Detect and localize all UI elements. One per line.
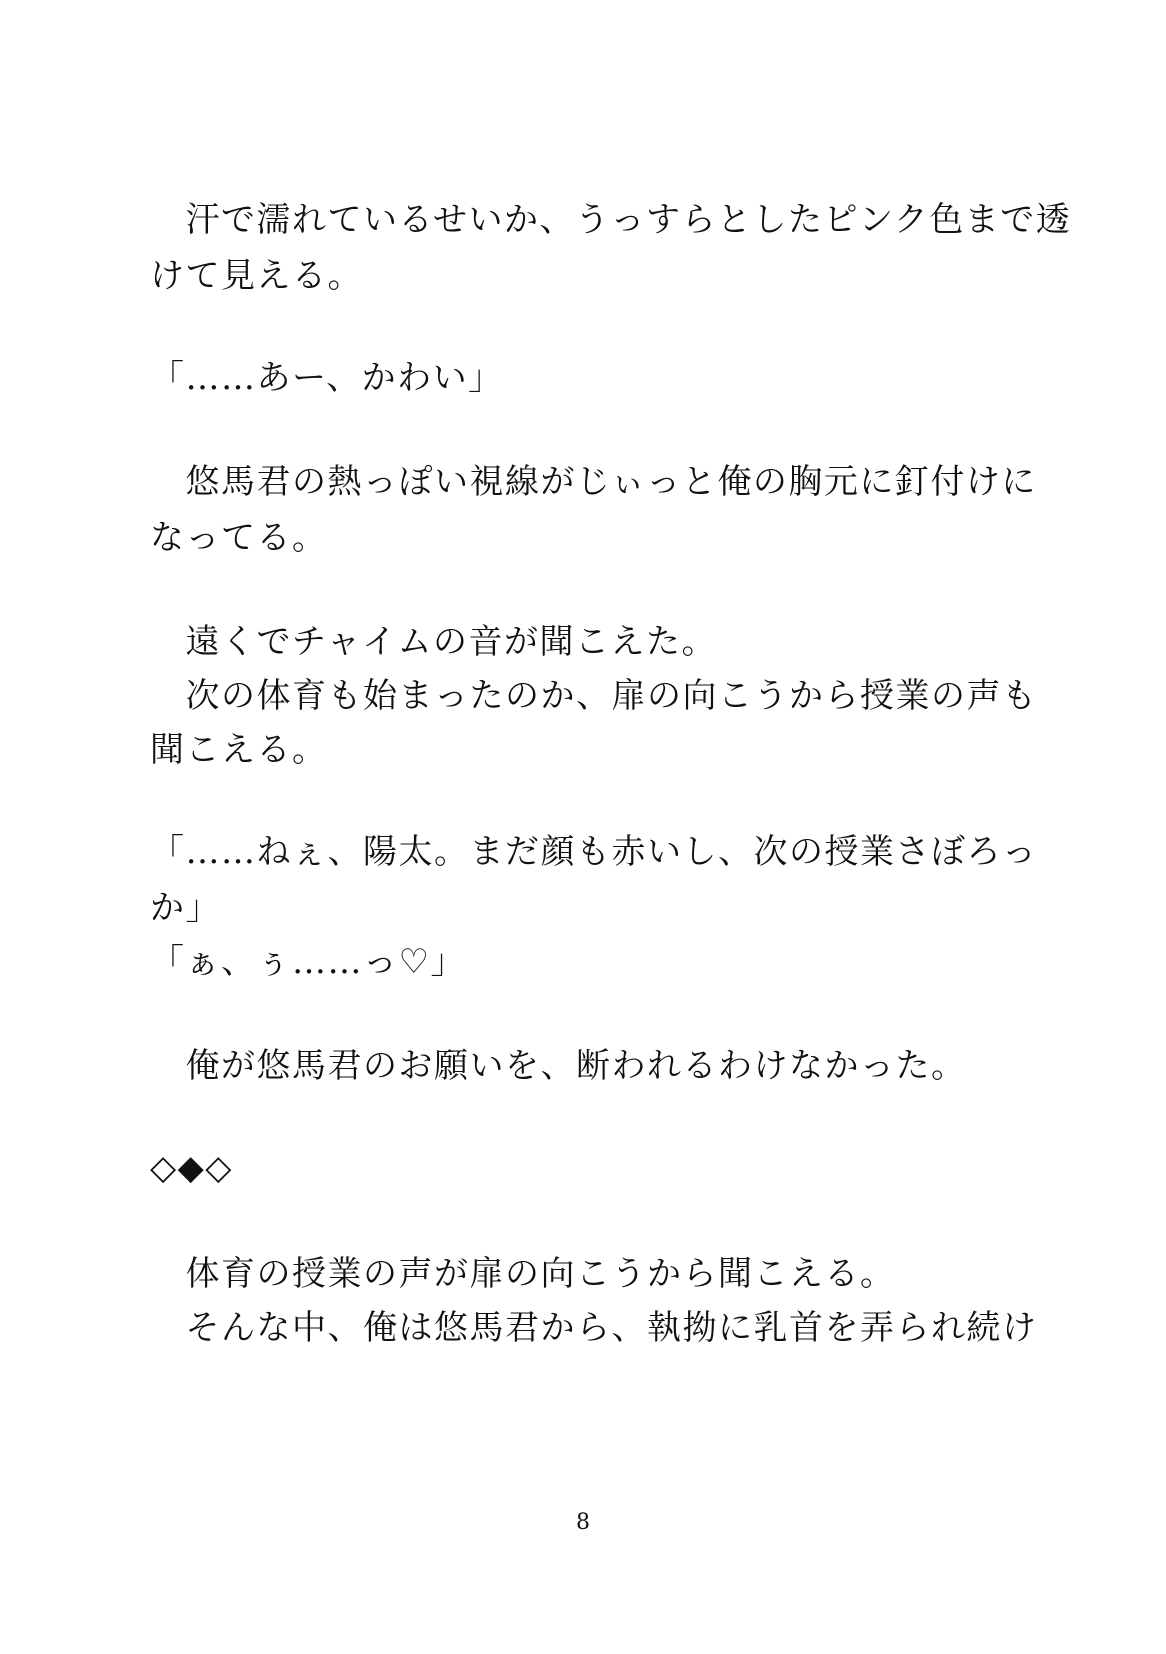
text-line: 俺が悠馬君のお願いを、断われるわけなかった。 (150, 1046, 967, 1086)
text-line: 次の体育も始まったのか、扉の向こうから授業の声も (150, 676, 1038, 716)
dialogue-line: 「……あー、かわい」 (150, 358, 504, 398)
text-line: 汗で濡れているせいか、うっすらとしたピンク色まで透 (150, 200, 1072, 240)
text-line: 悠馬君の熱っぽい視線がじぃっと俺の胸元に釘付けに (150, 462, 1037, 502)
dialogue-line: 「……ねぇ、陽太。まだ顔も赤いし、次の授業さぼろっ (150, 832, 1038, 872)
page-number: 8 (576, 1510, 590, 1535)
text-line: けて見える。 (150, 256, 363, 296)
text-line: 遠くでチャイムの音が聞こえた。 (150, 622, 717, 662)
text-line: なってる。 (150, 518, 328, 558)
dialogue-line: 「ぁ、ぅ……っ♡」 (150, 942, 466, 982)
text-line: 体育の授業の声が扉の向こうから聞こえる。 (150, 1254, 896, 1294)
text-line: 聞こえる。 (150, 730, 328, 770)
scene-break: ◇◆◇ (150, 1148, 233, 1188)
text-line: そんな中、俺は悠馬君から、執拗に乳首を弄られ続け (150, 1308, 1038, 1348)
dialogue-line: か」 (150, 888, 221, 928)
